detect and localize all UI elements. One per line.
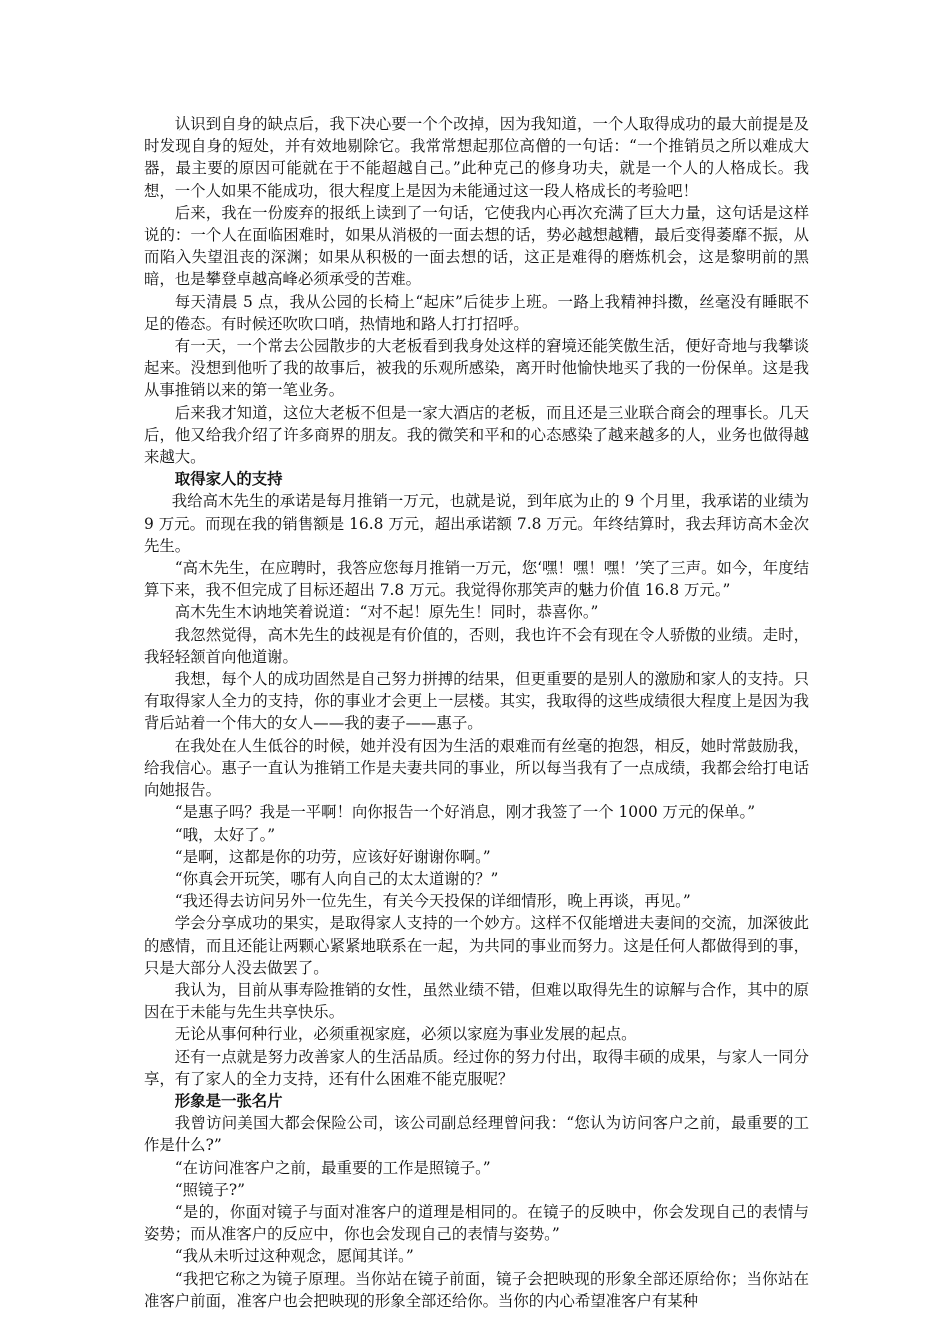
- paragraph: 有一天，一个常去公园散步的大老板看到我身处这样的窘境还能笑傲生活，便好奇地与我攀谈起来。没想到他听了我的故事后，被我的乐观所感染，离开时他愉快地买了我的一份保单。这是我从事推销以来的第一笔业务。: [144, 337, 809, 400]
- document-page: [144, 113, 809, 1312]
- paragraph: 我认为，目前从事寿险推销的女性，虽然业绩不错，但难以取得先生的谅解与合作，其中的原因在于未能与先生共享快乐。: [144, 980, 809, 1022]
- paragraph: 高木先生木讷地笑着说道：“对不起！原先生！同时，恭喜你。”: [174, 603, 599, 622]
- section-heading: 形象是一张名片: [174, 1091, 283, 1110]
- paragraph: 后来我才知道，这位大老板不但是一家大酒店的老板，而且还是三业联合商会的理事长。几天后，他又给我介绍了许多商界的朋友。我的微笑和平和的心态感染了越来越多的人，业务也做得越来越大。: [144, 403, 809, 467]
- paragraph: 在我处在人生低谷的时候，她并没有因为生活的艰难而有丝毫的抱怨，相反，她时常鼓励我，给我信心。惠子一直认为推销工作是夫妻共同的事业，所以每当我有了一点成绩，我都会给打电话向她报告。: [144, 736, 809, 800]
- paragraph: 认识到自身的缺点后，我下决心要一个个改掉，因为我知道，一个人取得成功的最大前提是及时发现自身的短处，并有效地剔除它。我常常想起那位高僧的一句话：“一个推销员之所以难成大器，最主要的原因可能就在于不能超越自己。”此种克己的修身功夫，就是一个人的人格成长。我想，一个人如果不能成功，很大程度上是因为未能通过这一段人格成长的考验吧！: [144, 115, 809, 200]
- paragraph: “在访问准客户之前，最重要的工作是照镜子。”: [174, 1158, 491, 1177]
- section-heading: 取得家人的支持: [174, 470, 283, 489]
- paragraph: 无论从事何种行业，必须重视家庭，必须以家庭为事业发展的起点。: [174, 1025, 637, 1044]
- paragraph: “是啊，这都是你的功劳，应该好好谢谢你啊。”: [174, 847, 491, 866]
- paragraph: 我忽然觉得，高木先生的歧视是有价值的，否则，我也许不会有现在令人骄傲的业绩。走时，我轻轻颔首向他道谢。: [144, 625, 809, 666]
- paragraph: 还有一点就是努力改善家人的生活品质。经过你的努力付出，取得丰硕的成果，与家人一同分享，有了家人的全力支持，还有什么困难不能克服呢？: [144, 1047, 809, 1088]
- paragraph: “高木先生，在应聘时，我答应您每月推销一万元，您‘嘿！嘿！嘿！’笑了三声。如今，年度结算下来，我不但完成了目标还超出 7.8 万元。我觉得你那笑声的魅力价值 16.8 万元。”: [144, 559, 809, 600]
- section-intro: [144, 113, 809, 468]
- paragraph: “是惠子吗？我是一平啊！向你报告一个好消息，刚才我签了一个 1000 万元的保单。”: [174, 803, 756, 822]
- paragraph: “我从未听过这种观念，愿闻其详。”: [174, 1247, 414, 1266]
- paragraph: “哦，太好了。”: [174, 825, 276, 844]
- paragraph: 我想，每个人的成功固然是自己努力拼搏的结果，但更重要的是别人的激励和家人的支持。只有取得家人全力的支持，你的事业才会更上一层楼。其实，我取得的这些成绩很大程度上是因为我背后站着一个伟大的女人——我的妻子——惠子。: [144, 670, 809, 733]
- paragraph: “是的，你面对镜子与面对准客户的道理是相同的。在镜子的反映中，你会发现自己的表情与姿势；而从准客户的反应中，你也会发现自己的表情与姿势。”: [144, 1202, 809, 1244]
- paragraph: 我给高木先生的承诺是每月推销一万元，也就是说，到年底为止的 9 个月里，我承诺的业绩为 9 万元。而现在我的销售额是 16.8 万元，超出承诺额 7.8 万元。年终结算时，我去拜访高木金次先生。: [144, 492, 809, 555]
- section-image-card: [144, 1090, 809, 1312]
- paragraph: 我曾访问美国大都会保险公司，该公司副总经理曾问我：“您认为访问客户之前，最重要的工作是什么?”: [144, 1114, 809, 1155]
- section-family-support: [144, 468, 809, 1090]
- paragraph: 每天清晨 5 点，我从公园的长椅上“起床”后徒步上班。一路上我精神抖擞，丝毫没有睡眠不足的倦态。有时候还吹吹口哨，热情地和路人打打招呼。: [144, 292, 809, 333]
- paragraph: 后来，我在一份废弃的报纸上读到了一句话，它使我内心再次充满了巨大力量，这句话是这样说的：一个人在面临困难时，如果从消极的一面去想的话，势必越想越糟，最后变得萎靡不振，从而陷入失望沮丧的深渊；如果从积极的一面去想的话，这正是难得的磨炼机会，这是黎明前的黑暗，也是攀登卓越高峰必须承受的苦难。: [144, 203, 809, 289]
- paragraph: 学会分享成功的果实，是取得家人支持的一个妙方。这样不仅能增进夫妻间的交流，加深彼此的感情，而且还能让两颗心紧紧地联系在一起，为共同的事业而努力。这是任何人都做得到的事，只是大部分人没去做罢了。: [144, 914, 809, 977]
- paragraph: “我把它称之为镜子原理。当你站在镜子前面，镜子会把映现的形象全部还原给你；当你站在准客户前面，准客户也会把映现的形象全部还给你。当你的内心希望准客户有某种: [144, 1269, 809, 1310]
- paragraph: “你真会开玩笑，哪有人向自己的太太道谢的？”: [174, 869, 499, 888]
- paragraph: “照镜子?”: [174, 1180, 245, 1199]
- paragraph: “我还得去访问另外一位先生，有关今天投保的详细情形，晚上再谈，再见。”: [174, 892, 691, 911]
